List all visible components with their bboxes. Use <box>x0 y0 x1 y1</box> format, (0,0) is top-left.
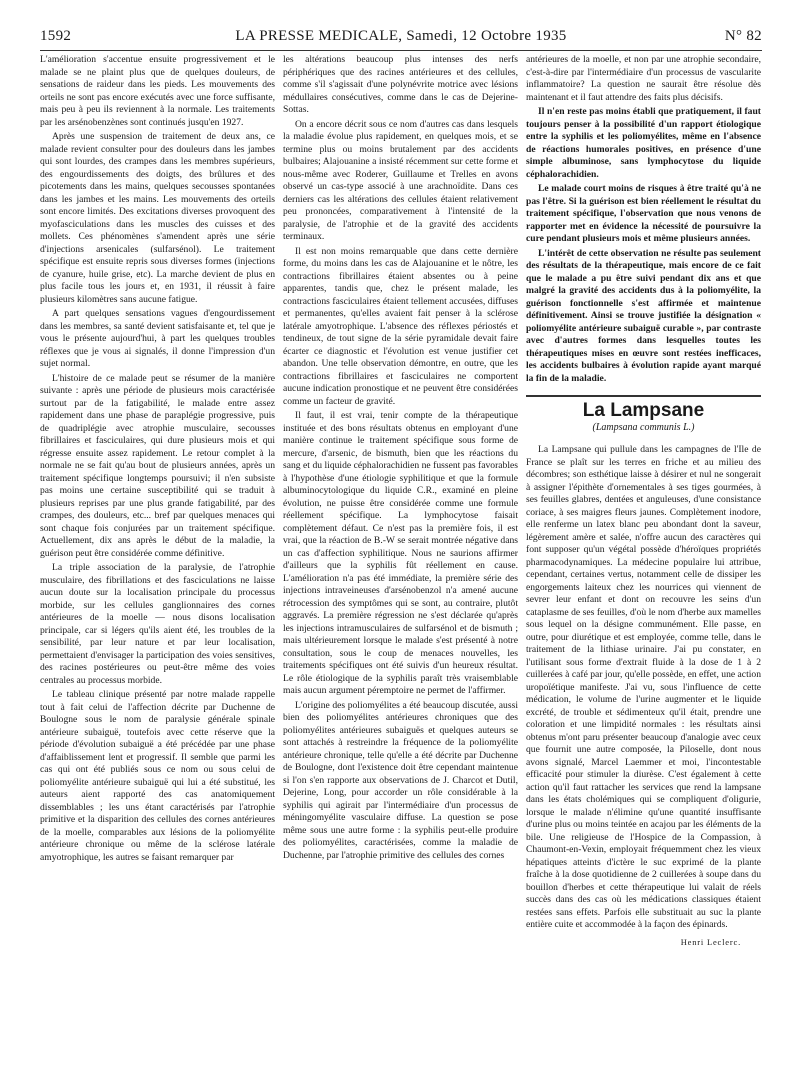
paragraph: On a encore décrit sous ce nom d'autres cas dans lesquels la maladie évolue plus rapidement, en quelques mois, et se termine plus ou moins brutalement par des accidents bulbaires; Alajouanine a insisté récemment sur cette forme et nous-même avec Roderer, Guillaume et Trelles en avons observé un cas-type associé à une arachnoïdite. Dans ces derniers cas les altérations des cellules étaient relativement peu prononcées, comparativement à l'intensité de la paralysie, de l'atrophie et de la gravité des accidents terminaux. <box>283 118 518 242</box>
paragraph: Le tableau clinique présenté par notre malade rappelle tout à fait celui de l'affection décrite par Duchenne de Boulogne sous le nom de paralysie générale spinale antérieure subaiguë, toutefois avec cette réserve que la période d'évolution subaiguë a été précédée par une phase d'affaiblissement lent et progressif. Il semble que parmi les cas qui ont été publiés sous ce nom ou sous celui de poliomyélite antérieure subaiguë qui lui a été substitué, les auteurs aient rapporté des cas anatomiquement dissemblables ; les uns étant caractérisés par l'atrophie primitive et la disparition des cellules des cornes antérieures de la moelle, comparables aux lésions de la poliomyélite antérieure chronique ou même de la sclérose latérale amyotrophique, les autres se faisant remarquer par <box>40 689 275 863</box>
paragraph: A part quelques sensations vagues d'engourdissement dans les membres, sa santé devient satisfaisante et, tel que je vous le présente aujourd'hui, à part les quelques troubles réflexes que je vous ai signalés, il donne l'impression d'un sujet normal. <box>40 308 275 369</box>
paragraph: L'amélioration s'accentue ensuite progressivement et le malade se ne plaint plus que de quelques douleurs, de sensations de raideur dans les pieds. Les mouvements des orteils ne sont pas encore exécutés avec une force suffisante, mais peu à peu ils reviennent à la normale. Les traitements par les arsénobenzènes sont continués jusqu'en 1927. <box>40 54 275 128</box>
paragraph: Le malade court moins de risques à être traité qu'à ne pas l'être. Si la guérison est bien réellement le résultat du traitement spécifique, l'observation que nous venons de rapporter met en évidence la nécessité de poursuivre la cure pendant plusieurs mois et même plusieurs années. <box>526 183 761 244</box>
paragraph: Il faut, il est vrai, tenir compte de la thérapeutique instituée et des bons résultats obtenus en employant d'une manière continue le traitement spécifique sous forme de mercure, d'arsenic, de bismuth, bien que les réactions du sang et du liquide céphalorachidien ne fussent pas favorables à l'hypothèse d'une étiologie syphilitique et que la formule albuminocytologique du liquide C.R., examiné en pleine évolution, ne puisse être considérée comme une formule réellement spécifique. La lymphocytose faisait complètement défaut. Ce n'est pas la première fois, il est vrai, que la réaction de B.-W se serait montrée négative dans un cas d'affection syphilitique. Nous ne saurions affirmer d'ailleurs que la syphilis fût réellement en cause. L'amélioration n'a pas été immédiate, la première série des injections intraveineuses d'arsénobenzol n'a amené aucune rétrocession des symptômes qui se sont, au contraire, plutôt aggravés. La première régression ne s'est déclarée qu'après les injections intramusculaires de sulfarsénol et de bismuth ; mais ultérieurement lorsque le malade s'est présenté à notre consultation, sous le coup de menaces nouvelles, les traitements spécifiques ont été suivis d'un heureux résultat. Le rôle étiologique de la syphilis paraît très vraisemblable mais aucun argument péremptoire ne permet de l'affirmer. <box>283 410 518 696</box>
paragraph: les altérations beaucoup plus intenses des nerfs périphériques que des racines antérieures et des cellules, comme s'il s'agissait d'une polynévrite motrice avec lésions médullaires consécutives, comme dans le cas de Dejerine-Sottas. <box>283 54 518 115</box>
article-title: La Lampsane <box>582 400 705 421</box>
column-3 <box>526 54 761 1064</box>
column-1 <box>40 54 275 1064</box>
paragraph: L'origine des poliomyélites a été beaucoup discutée, aussi bien des poliomyélites antérieures chroniques que des poliomyélites antérieures subaiguës et quelques auteurs se sont attachés à restreindre la fréquence de la poliomyélite antérieure chronique, telle qu'elle a été décrite par Duchenne de Boulogne, dont l'existence doit être cependant maintenue si l'on s'en rapporte aux observations de J. Charcot et Dutil, Dejerine, Long, pour accorder un rôle considérable à la syphilis qui agirait par l'intermédiaire d'un processus de méningomyélite vasculaire diffuse. La question se pose même sous une autre forme : la syphilis peut-elle produire des poliomyélites, caractérisées, comme la maladie de Duchenne, par l'atrophie primitive des cellules des cornes <box>283 699 518 861</box>
author-signature: Henri Leclerc. <box>680 936 741 947</box>
paragraph: L'histoire de ce malade peut se résumer de la manière suivante : après une période de plusieurs mois caractérisée surtout par de la fatigabilité, le malade entre assez rapidement dans une phase de paraplégie progressive, puis de quadriplégie avec atrophie musculaire, secousses fibrillaires et fasciculaires, qui dure plusieurs mois et qui régresse ensuite assez rapidement. Le retour complet à la normale ne se fait qu'au bout de plusieurs années, après un traitement spécifique longtemps poursuivi; il n'en subsiste pas moins une certaine susceptibilité qui se traduit à plusieurs reprises par une plus grande fatigabilité, par des crampes, des douleurs, etc... bref par quelques menaces qui sont chaque fois conjurées par un traitement spécifique. Actuellement, dix ans après le début de la maladie, la guérison peut être considérée comme définitive. <box>40 372 275 559</box>
paragraph: Il est non moins remarquable que dans cette dernière forme, du moins dans les cas de Alajouanine et le nôtre, les contractions fibrillaires étaient absentes ou à peine apparentes, tandis que, chez le présent malade, les contractions fasciculaires étaient tellement accusées, diffuses et permanentes, qu'elles avaient fait penser à la sclérose latérale amyotrophique. L'absence des réflexes périostés et tendineux, de tout signe de la série pyramidale devait faire écarter ce diagnostic et l'évolution est venue justifier cet abandon. Une telle observation démontre, en outre, que les contractions fibrillaires et fasciculaires ne comportent aucune indication pronostique et ne peuvent être considérées comme un facteur de gravité. <box>283 245 518 407</box>
page-number: 1592 <box>40 28 72 44</box>
paragraph: Après une suspension de traitement de deux ans, ce malade revient consulter pour des douleurs dans les jambes qui sont lourdes, des crampes dans les membres supérieurs, des engourdissements des doigts, des brûlures et des picotements dans les mains, quelques secousses spontanées dans les jambes et les mains. Les mouvements des orteils sont encore limités. Des excitations diverses provoquent des myofasciculations dans les muscles des cuisses et des mollets. Ces phénomènes s'amendent après une série d'injections arsenicales (sulfarsénol). Le traitement spécifique est ensuite repris sous diverses formes (injections de cyanure, huile grise, etc). La marche devient de plus en plus facile tous les jours et, en 1931, il réussit à faire plusieurs kilomètres sans aucune fatigue. <box>40 131 275 305</box>
conclusion-block <box>526 106 761 385</box>
paragraph: Il n'en reste pas moins établi que pratiquement, il faut toujours penser à la possibilité d'un rapport étiologique entre la syphilis et les poliomyélites, même en l'absence de réactions humorales positives, en présence d'une simple albuminose, sans lymphocytose du liquide céphalorachidien. <box>526 106 761 180</box>
column-2 <box>283 54 518 1064</box>
paragraph: La triple association de la paralysie, de l'atrophie musculaire, des fibrillations et des fasciculations ne laisse aucun doute sur la localisation principale du processus morbide, sur les cellules ganglionnaires des cornes antérieures de la moelle — nous disons localisation principale, car si légers qu'ils aient été, les troubles de la sensibilité, par leur nature et par leur localisation, permettaient d'envisager la participation des voies sensitives, des racines postérieures ou peut-être même des voies centrales au processus morbide. <box>40 562 275 686</box>
paragraph: L'intérêt de cette observation ne résulte pas seulement des résultats de la thérapeutique, mais encore de ce fait que le malade a pu être suivi pendant dix ans et que malgré la gravité des accidents dus à la poliomyélite, la guérison fonctionnelle s'est affirmée et maintenue définitivement. Ainsi se trouve justifiée la désignation « poliomyélite antérieure subaiguë curable », par contraste avec d'autres formes dans lesquelles toutes les thérapeutiques mises en œuvre sont restées inefficaces, les accidents bulbaires à évolution rapide ayant marqué la fin de la maladie. <box>526 247 761 384</box>
paragraph: La Lampsane qui pullule dans les campagnes de l'Ile de France se plaît sur les terres en friche et au milieu des décombres; son esthétique laisse à désirer et nul ne songerait à assigner l'épithète d'ornementales à ses tiges gourmées, à ses feuilles glabres, dentées et anguleuses, d'une consistance coriace, à ses maigres fleurs jaunes. Complètement inodore, elle renferme un latex blanc peu abondant dont la saveur, légèrement amère et salée, n'offre aucun des caractères qui font supposer qu'un végétal possède d'héroïques propriétés pharmacodynamiques. La médecine populaire lui attribue, cependant, certaines vertus, notamment celle de dissiper les engorgements laiteux chez les nourrices qui viennent de sevrer leur enfant et dont on recouvre les seins d'un cataplasme de ses feuilles, d'où le nom d'herbe aux mamelles sous lequel on la désigne communément. Elle passe, en outre, pour diurétique et est employée, comme telle, dans le traitement de la lithiase urinaire. J'ai pu constater, en l'utilisant sous forme d'extrait fluide à la dose de 1 à 2 cuillerées à café par jour, qu'elle possède, en effet, une action uropoïétique manifeste. J'ai vu, sous l'influence de cette médication, le volume de l'urine augmenter et le liquide excrété, de trouble et sédimenteux qu'il était, prendre une coloration et une limpidité normales : les résultats ainsi obtenus m'ont paru présenter beaucoup d'analogie avec ceux que fournit une autre composée, la Piloselle, dont nous avons signalé, Marcel Laemmer et moi, l'incontestable efficacité pour stimuler la diurèse. C'est également à cette action qu'il faut rattacher les services que rend la lampsane dans les états cholémiques qui se compliquent d'oligurie, lorsque le malade n'élimine qu'une quantité insuffisante d'urine plus ou moins teintée en acajou par les éléments de la bile. Une religieuse de l'Hospice de la Compassion, à Chaumont-en-Vexin, employait fréquemment chez les vieux hépatiques atteints d'ictère le suc exprimé de la plante fraîche à la dose quotidienne de 2 cuillerées à soupe dans du bouillon d'herbes et cette thérapeutique lui valait de réels succès dans des cas où les médications classiques étaient restées sans effets. Parfois elle substituait au suc la plante entière cuite et accommodée à la façon des épinards. <box>526 444 761 930</box>
section-divider <box>526 395 761 397</box>
page-header <box>40 26 762 51</box>
issue-number: N° 82 <box>724 28 762 44</box>
journal-title: LA PRESSE MEDICALE, Samedi, 12 Octobre 1935 <box>235 28 567 44</box>
paragraph: antérieures de la moelle, et non par une atrophie secondaire, c'est-à-dire par l'intermédiaire d'un processus de vascularite inflammatoire? La question ne saurait être résolue dès maintenant et il faut attendre des faits plus décisifs. <box>526 54 761 103</box>
article-subtitle: (Lampsana communis L.) <box>592 421 695 433</box>
